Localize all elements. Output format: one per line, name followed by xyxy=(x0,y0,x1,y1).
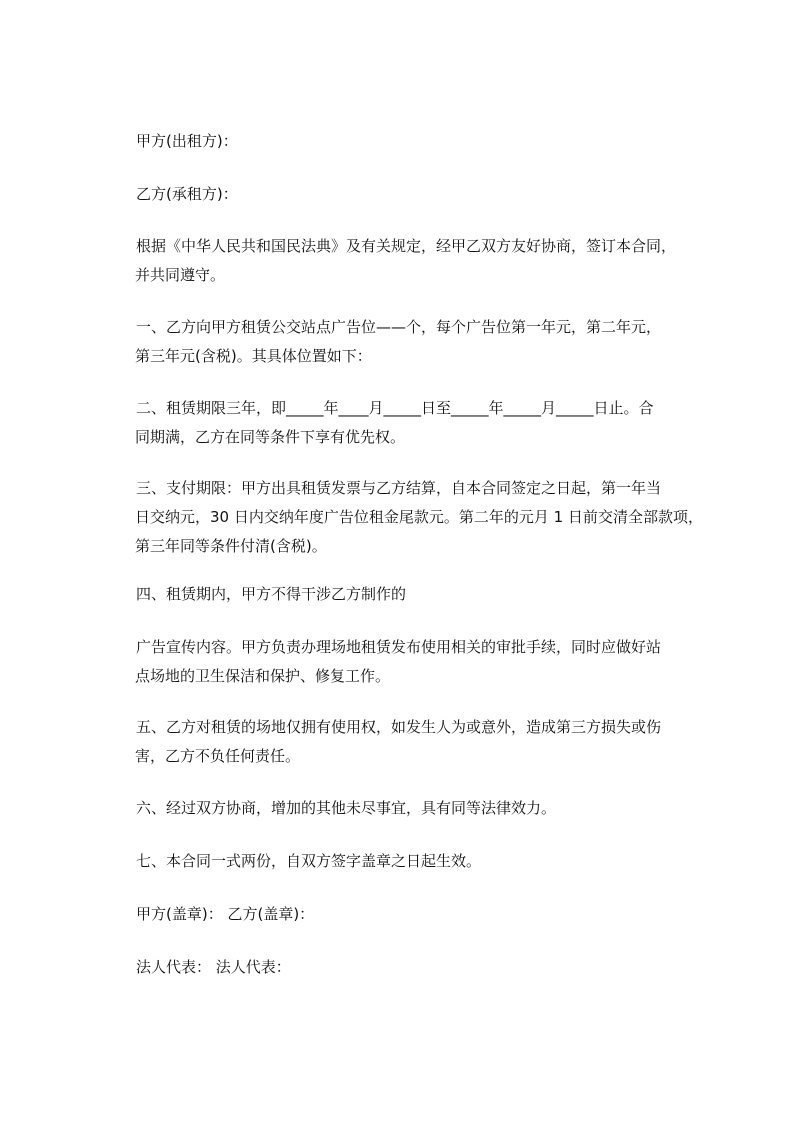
signature-representative-line xyxy=(136,953,716,982)
preamble-line-1: 根据《中华人民共和国民法典》及有关规定，经甲乙双方友好协商，签订本合同， xyxy=(136,237,677,255)
preamble-line-2: 并共同遵守。 xyxy=(135,266,226,284)
clause-1-paragraph xyxy=(136,313,716,371)
clause-5-line-1: 五、乙方对租赁的场地仅拥有使用权，如发生人为或意外，造成第三方损失或伤 xyxy=(136,718,662,736)
signature-seal-text: 甲方(盖章)： 乙方(盖章)： xyxy=(136,905,315,923)
signature-seal-line xyxy=(136,900,716,929)
clause-4b-line-2: 点场地的卫生保洁和保护、修复工作。 xyxy=(135,667,391,685)
clause-7-paragraph xyxy=(136,847,716,876)
clause-5-line-2: 害，乙方不负任何责任。 xyxy=(135,747,301,765)
signature-representative-text: 法人代表： 法人代表： xyxy=(136,958,291,976)
clause-3-line-1: 三、支付期限：甲方出具租赁发票与乙方结算，自本合同签定之日起，第一年当 xyxy=(136,479,662,497)
clause-7-text: 七、本合同一式两份，自双方签字盖章之日起生效。 xyxy=(136,852,482,870)
party-a-line xyxy=(136,127,716,156)
clause-1-line-1: 一、乙方向甲方租赁公交站点广告位——个，每个广告位第一年元，第二年元， xyxy=(136,318,662,336)
clause-4b-line-1: 广告宣传内容。甲方负责办理场地租赁发布使用相关的审批手续，同时应做好站 xyxy=(136,638,662,656)
preamble-paragraph xyxy=(136,232,716,290)
clause-3-line-2: 日交纳元，30 日内交纳年度广告位租金尾款元。第二年的元月 1 日前交清全部款项， xyxy=(135,508,703,526)
clause-4-paragraph xyxy=(136,580,716,609)
party-a-text: 甲方(出租方)： xyxy=(136,132,238,150)
clause-6-paragraph xyxy=(136,794,716,823)
clause-4-text: 四、租赁期内，甲方不得干涉乙方制作的 xyxy=(136,585,407,603)
clause-2-line-1: 二、租赁期限三年，即_____年____月_____日至_____年_____月_____日止。合 xyxy=(136,399,654,417)
clause-3-paragraph xyxy=(136,474,716,561)
clause-2-line-2: 同期满，乙方在同等条件下享有优先权。 xyxy=(135,428,406,446)
party-b-text: 乙方(承租方)： xyxy=(136,185,238,203)
party-b-line xyxy=(136,180,716,209)
clause-4-continuation-paragraph xyxy=(136,633,716,691)
clause-6-text: 六、经过双方协商，增加的其他未尽事宜，具有同等法律效力。 xyxy=(136,799,557,817)
clause-5-paragraph xyxy=(136,713,716,771)
clause-2-paragraph xyxy=(136,394,716,452)
clause-1-line-2: 第三年元(含税)。其具体位置如下： xyxy=(135,347,372,365)
clause-3-line-3: 第三年同等条件付清(含税)。 xyxy=(135,537,327,555)
